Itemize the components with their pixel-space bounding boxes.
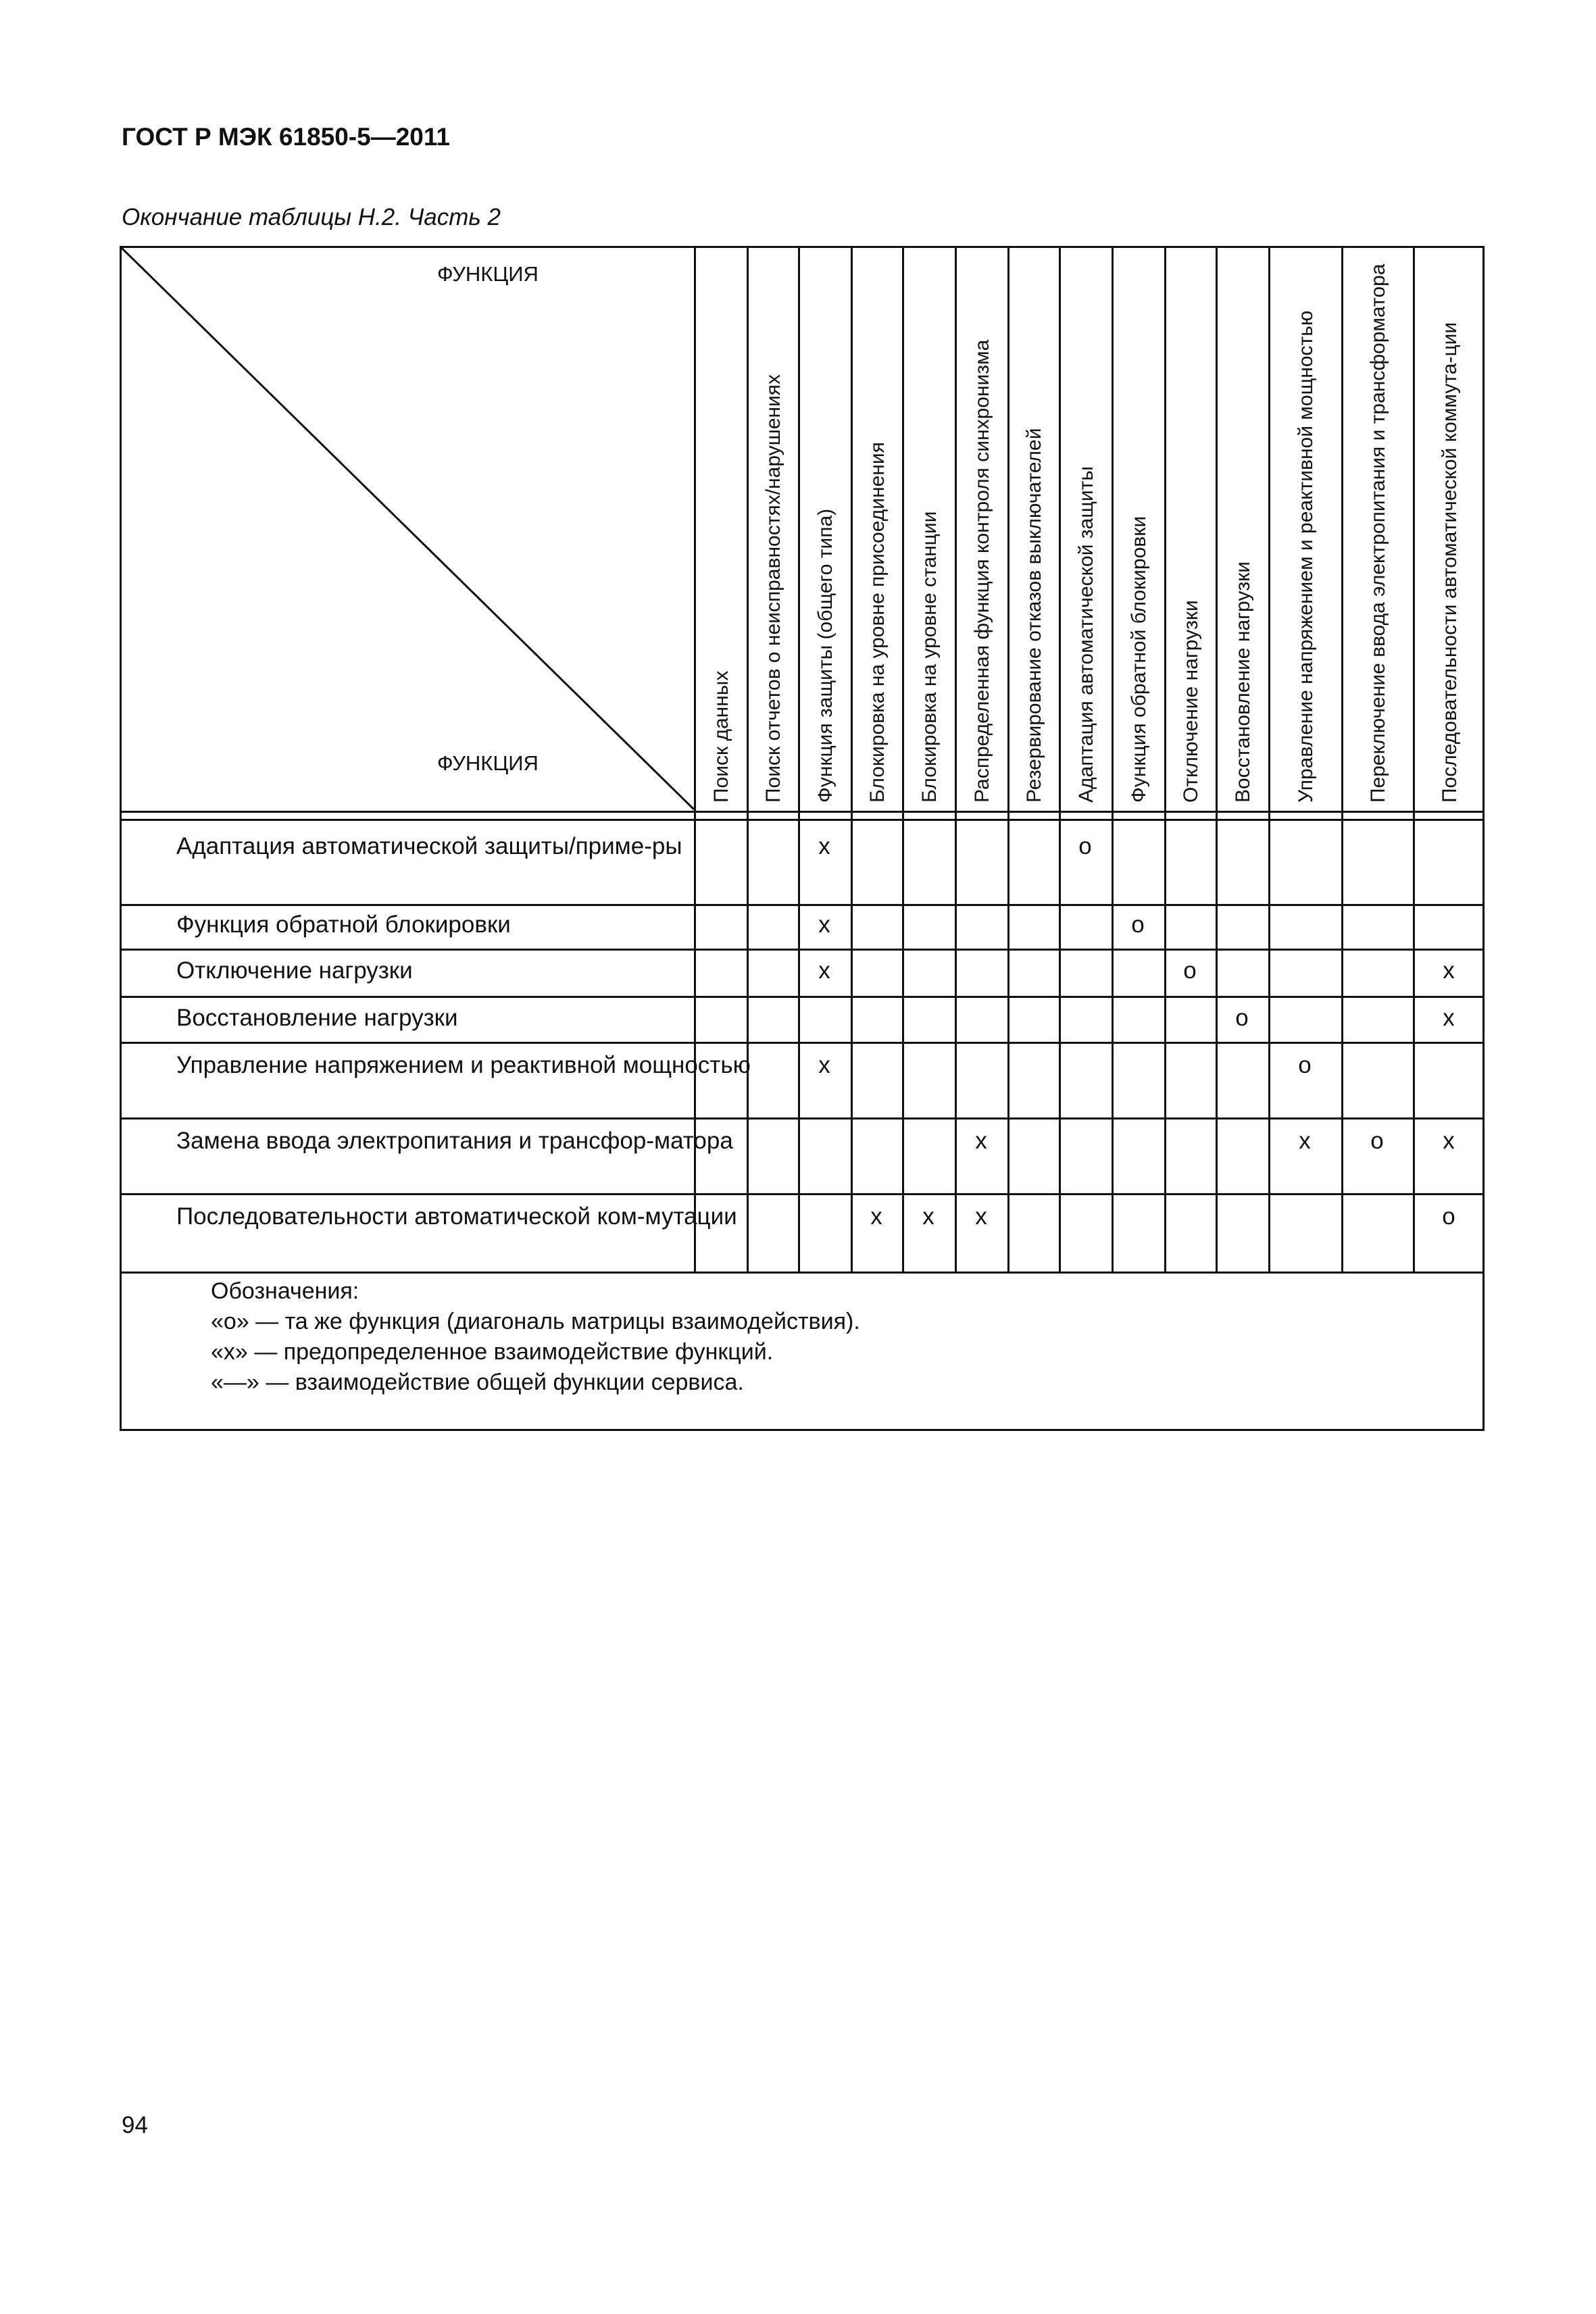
column-header: [749, 253, 798, 808]
mark-same-function: o: [1131, 911, 1145, 938]
mark-interaction: x: [870, 1203, 882, 1230]
row-label: [129, 831, 801, 862]
column-header-text: Блокировка на уровне присоединения: [866, 442, 889, 803]
document-header: ГОСТ Р МЭК 61850-5—2011: [122, 123, 450, 151]
table-rule: [120, 819, 1485, 821]
row-label: [129, 909, 801, 940]
corner-label-top: ФУНКЦИЯ: [437, 262, 539, 286]
mark-same-function: o: [1298, 1052, 1312, 1078]
column-header-text: Переключение ввода электропитания и трансформатора: [1366, 263, 1389, 803]
legend-line: «—» — взаимодействие общей функции сервиса.: [211, 1369, 744, 1395]
page-number: 94: [122, 2112, 148, 2138]
column-header-text: Отключение нагрузки: [1179, 600, 1202, 803]
mark-interaction: x: [1443, 957, 1455, 984]
table-rule: [120, 1429, 1485, 1431]
row-label-text: Функция обратной блокировки: [176, 911, 511, 938]
row-label-text: Последовательности автоматической ком-мутации: [176, 1203, 737, 1230]
mark-interaction: x: [1443, 1128, 1455, 1154]
mark-interaction: x: [818, 957, 830, 984]
mark-same-function: o: [1183, 957, 1197, 984]
table-rule: [120, 1193, 1485, 1195]
table-rule: [120, 1272, 1485, 1274]
row-label-text: Отключение нагрузки: [176, 957, 413, 984]
column-header-text: Блокировка на уровне станции: [918, 511, 941, 803]
table-rule: [120, 246, 1485, 248]
column-header-text: Функция защиты (общего типа): [814, 508, 837, 803]
column-header: [1415, 253, 1485, 808]
column-header: [1166, 253, 1216, 808]
mark-interaction: x: [818, 833, 830, 859]
row-label-text: Адаптация автоматической защиты/приме-ры: [176, 833, 682, 859]
column-header: [1061, 253, 1112, 808]
column-header-text: Последовательности автоматической коммута-ции: [1438, 322, 1461, 803]
mark-same-function: o: [1442, 1203, 1455, 1230]
legend-title: Обозначения:: [211, 1278, 359, 1304]
mark-interaction: x: [975, 1203, 987, 1230]
table-rule: [120, 904, 1485, 906]
column-header: [957, 253, 1007, 808]
mark-same-function: o: [1078, 833, 1092, 859]
column-header: [1114, 253, 1164, 808]
row-label-text: Управление напряжением и реактивной мощностью: [176, 1052, 751, 1078]
column-header-text: Управление напряжением и реактивной мощностью: [1294, 310, 1317, 803]
mark-interaction: x: [818, 1052, 830, 1078]
legend-line: «x» — предопределенное взаимодействие функций.: [211, 1339, 774, 1365]
column-header: [904, 253, 955, 808]
table-rule: [120, 1042, 1485, 1044]
row-label: [129, 1126, 801, 1157]
mark-same-function: o: [1235, 1005, 1249, 1031]
column-header-text: Поиск отчетов о неисправностях/нарушениях: [762, 374, 784, 803]
column-header: [1218, 253, 1268, 808]
corner-diagonal: [120, 246, 695, 811]
column-header-text: Адаптация автоматической защиты: [1074, 466, 1097, 803]
column-header-text: Резервирование отказов выключателей: [1022, 428, 1045, 803]
mark-interaction: x: [1299, 1128, 1311, 1154]
table-rule: [120, 1117, 1485, 1120]
column-header: [1009, 253, 1059, 808]
row-label-text: Замена ввода электропитания и трансфор-матора: [176, 1128, 733, 1154]
mark-interaction: x: [818, 911, 830, 938]
column-header-text: Функция обратной блокировки: [1127, 515, 1150, 803]
column-header-text: Распределенная функция контроля синхронизма: [970, 339, 993, 803]
row-label: [129, 1201, 801, 1232]
table-caption: Окончание таблицы Н.2. Часть 2: [122, 204, 501, 230]
legend: [211, 1276, 860, 1398]
column-header-text: Поиск данных: [709, 670, 732, 803]
column-header: [696, 253, 747, 808]
row-label-text: Восстановление нагрузки: [176, 1005, 458, 1031]
table-border-left: [120, 246, 122, 1431]
mark-same-function: o: [1370, 1128, 1384, 1154]
column-header: [1270, 253, 1341, 808]
interaction-matrix: [120, 246, 1485, 1431]
table-rule: [120, 996, 1485, 998]
row-label: [129, 955, 801, 986]
mark-interaction: x: [975, 1128, 987, 1154]
table-rule: [120, 949, 1485, 951]
column-header: [1343, 253, 1413, 808]
column-header: [800, 253, 851, 808]
column-header: [853, 253, 902, 808]
mark-interaction: x: [922, 1203, 934, 1230]
legend-line: «o» — та же функция (диагональ матрицы взаимодействия).: [211, 1309, 860, 1334]
row-label: [129, 1050, 801, 1081]
row-label: [129, 1003, 801, 1034]
corner-label-bottom: ФУНКЦИЯ: [437, 751, 539, 775]
mark-interaction: x: [1443, 1005, 1455, 1031]
column-header-text: Восстановление нагрузки: [1231, 561, 1254, 803]
table-rule: [120, 811, 1485, 813]
